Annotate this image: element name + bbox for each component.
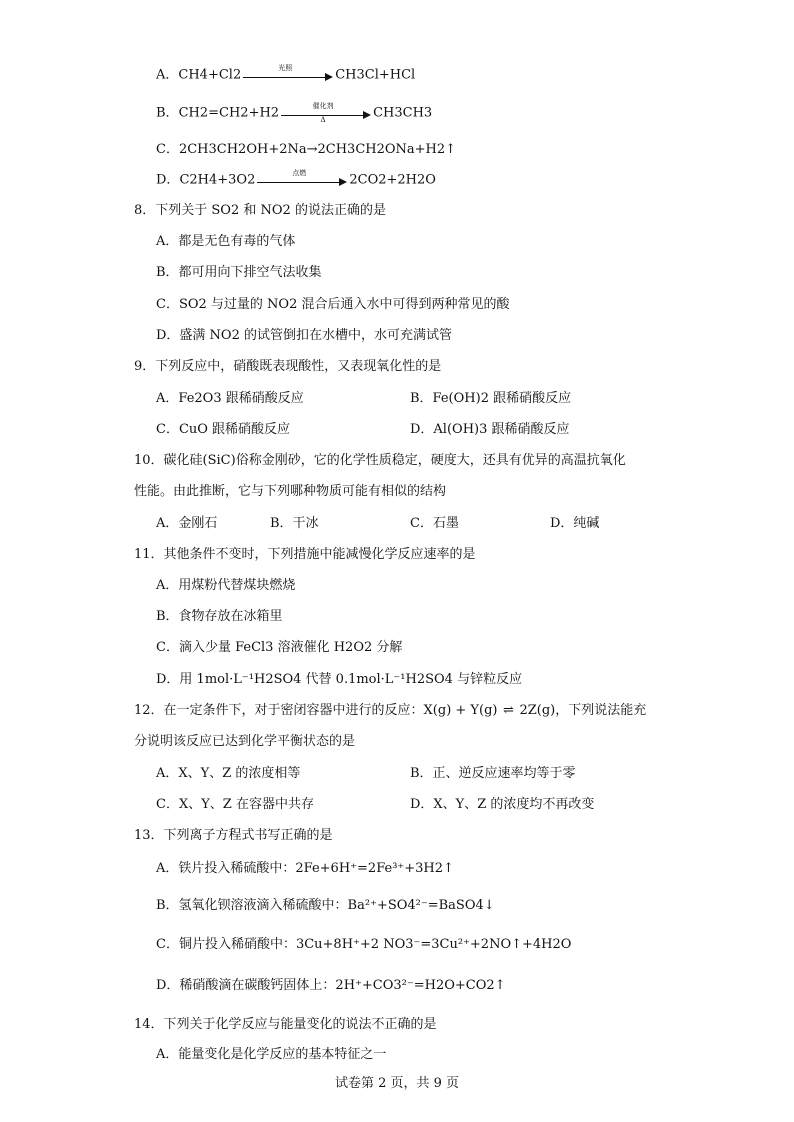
q9-option-d: D．Al(OH)3 跟稀硝酸反应: [410, 422, 570, 437]
q11-option-b: B．食物存放在冰箱里: [156, 609, 283, 624]
reaction-arrow: [281, 104, 371, 122]
reaction-arrow: [257, 171, 347, 189]
q9-option-c: C．CuO 跟稀硝酸反应: [156, 422, 291, 437]
option-label: B．: [156, 105, 179, 121]
q11-stem: 11．其他条件不变时，下列措施中能减慢化学反应速率的是: [134, 547, 476, 562]
q13-option-a: A．铁片投入稀硫酸中：2Fe+6H⁺=2Fe³⁺+3H2↑: [156, 861, 454, 876]
q11-option-c: C．滴入少量 FeCl3 溶液催化 H2O2 分解: [156, 640, 403, 655]
reaction-condition: 催化剂: [312, 102, 334, 110]
q12-stem-line2: 分说明该反应已达到化学平衡状态的是: [134, 734, 356, 749]
q10-option-a: A．金刚石: [156, 516, 218, 531]
equilibrium-arrow-icon: ⇌: [503, 703, 514, 718]
reactants: CH4+Cl2: [178, 67, 242, 83]
q9-stem: 9．下列反应中，硝酸既表现酸性，又表现氧化性的是: [134, 359, 442, 374]
q10-option-d: D．纯碱: [550, 516, 600, 531]
products: CH3Cl+HCl: [335, 67, 416, 83]
reaction-condition: 光照: [278, 64, 293, 72]
q10-stem-line2: 性能。由此推断，它与下列哪种物质可能有相似的结构: [134, 484, 447, 499]
page-footer: 试卷第 2 页，共 9 页: [334, 1076, 460, 1091]
q12-stem-part: 12．在一定条件下，对于密闭容器中进行的反应：X(g) + Y(g): [134, 703, 498, 718]
q8-option-d: D．盛满 NO2 的试管倒扣在水槽中，水可充满试管: [156, 328, 452, 343]
products: 2CO2+2H2O: [349, 172, 436, 188]
q7-option-b: [156, 104, 432, 123]
products: CH3CH3: [373, 105, 433, 121]
q13-option-c: C．铜片投入稀硝酸中：3Cu+8H⁺+2 NO3⁻=3Cu²⁺+2NO↑+4H2O: [156, 937, 572, 952]
reaction-condition: 点燃: [292, 169, 307, 177]
q10-option-b: B．干冰: [270, 516, 319, 531]
q7-option-c: C．2CH3CH2OH+2Na→2CH3CH2ONa+H2↑: [156, 142, 457, 157]
q12-option-b: B．正、逆反应速率均等于零: [410, 766, 576, 781]
q12-option-a: A．X、Y、Z 的浓度相等: [156, 766, 301, 781]
q12-stem-line1: [134, 702, 646, 720]
reaction-condition-heat: Δ: [320, 116, 326, 124]
q14-stem: 14．下列关于化学反应与能量变化的说法不正确的是: [134, 1017, 437, 1032]
q13-option-d: D．稀硝酸滴在碳酸钙固体上：2H⁺+CO3²⁻=H2O+CO2↑: [156, 978, 506, 993]
q13-stem: 13．下列离子方程式书写正确的是: [134, 828, 333, 843]
q8-option-a: A．都是无色有毒的气体: [156, 234, 296, 249]
q12-stem-part: 2Z(g)，下列说法能充: [519, 703, 647, 718]
q9-option-a: A．Fe2O3 跟稀硝酸反应: [156, 391, 304, 406]
q8-stem: 8．下列关于 SO2 和 NO2 的说法正确的是: [134, 203, 386, 218]
q7-option-a: [156, 66, 415, 85]
q7-option-d: [156, 171, 436, 190]
reactants: C2H4+3O2: [179, 172, 256, 188]
option-label: D．: [156, 172, 180, 188]
q9-option-b: B．Fe(OH)2 跟稀硝酸反应: [410, 391, 572, 406]
q8-option-b: B．都可用向下排空气法收集: [156, 265, 322, 280]
q13-option-b: B．氢氧化钡溶液滴入稀硫酸中：Ba²⁺+SO4²⁻=BaSO4↓: [156, 898, 495, 913]
q10-stem-line1: 10．碳化硅(SiC)俗称金刚砂，它的化学性质稳定，硬度大，还具有优异的高温抗氧化: [134, 453, 626, 468]
q8-option-c: C．SO2 与过量的 NO2 混合后通入水中可得到两种常见的酸: [156, 297, 510, 312]
option-label: A．: [156, 67, 179, 83]
q11-option-a: A．用煤粉代替煤块燃烧: [156, 578, 296, 593]
reaction-arrow: [243, 66, 333, 84]
q12-option-c: C．X、Y、Z 在容器中共存: [156, 797, 314, 812]
q12-option-d: D．X、Y、Z 的浓度均不再改变: [410, 797, 595, 812]
reactants: CH2=CH2+H2: [178, 105, 280, 121]
q10-option-c: C．石墨: [410, 516, 459, 531]
q14-option-a: A．能量变化是化学反应的基本特征之一: [156, 1047, 387, 1062]
q11-option-d: D．用 1mol·L⁻¹H2SO4 代替 0.1mol·L⁻¹H2SO4 与锌粒反应: [156, 672, 523, 687]
